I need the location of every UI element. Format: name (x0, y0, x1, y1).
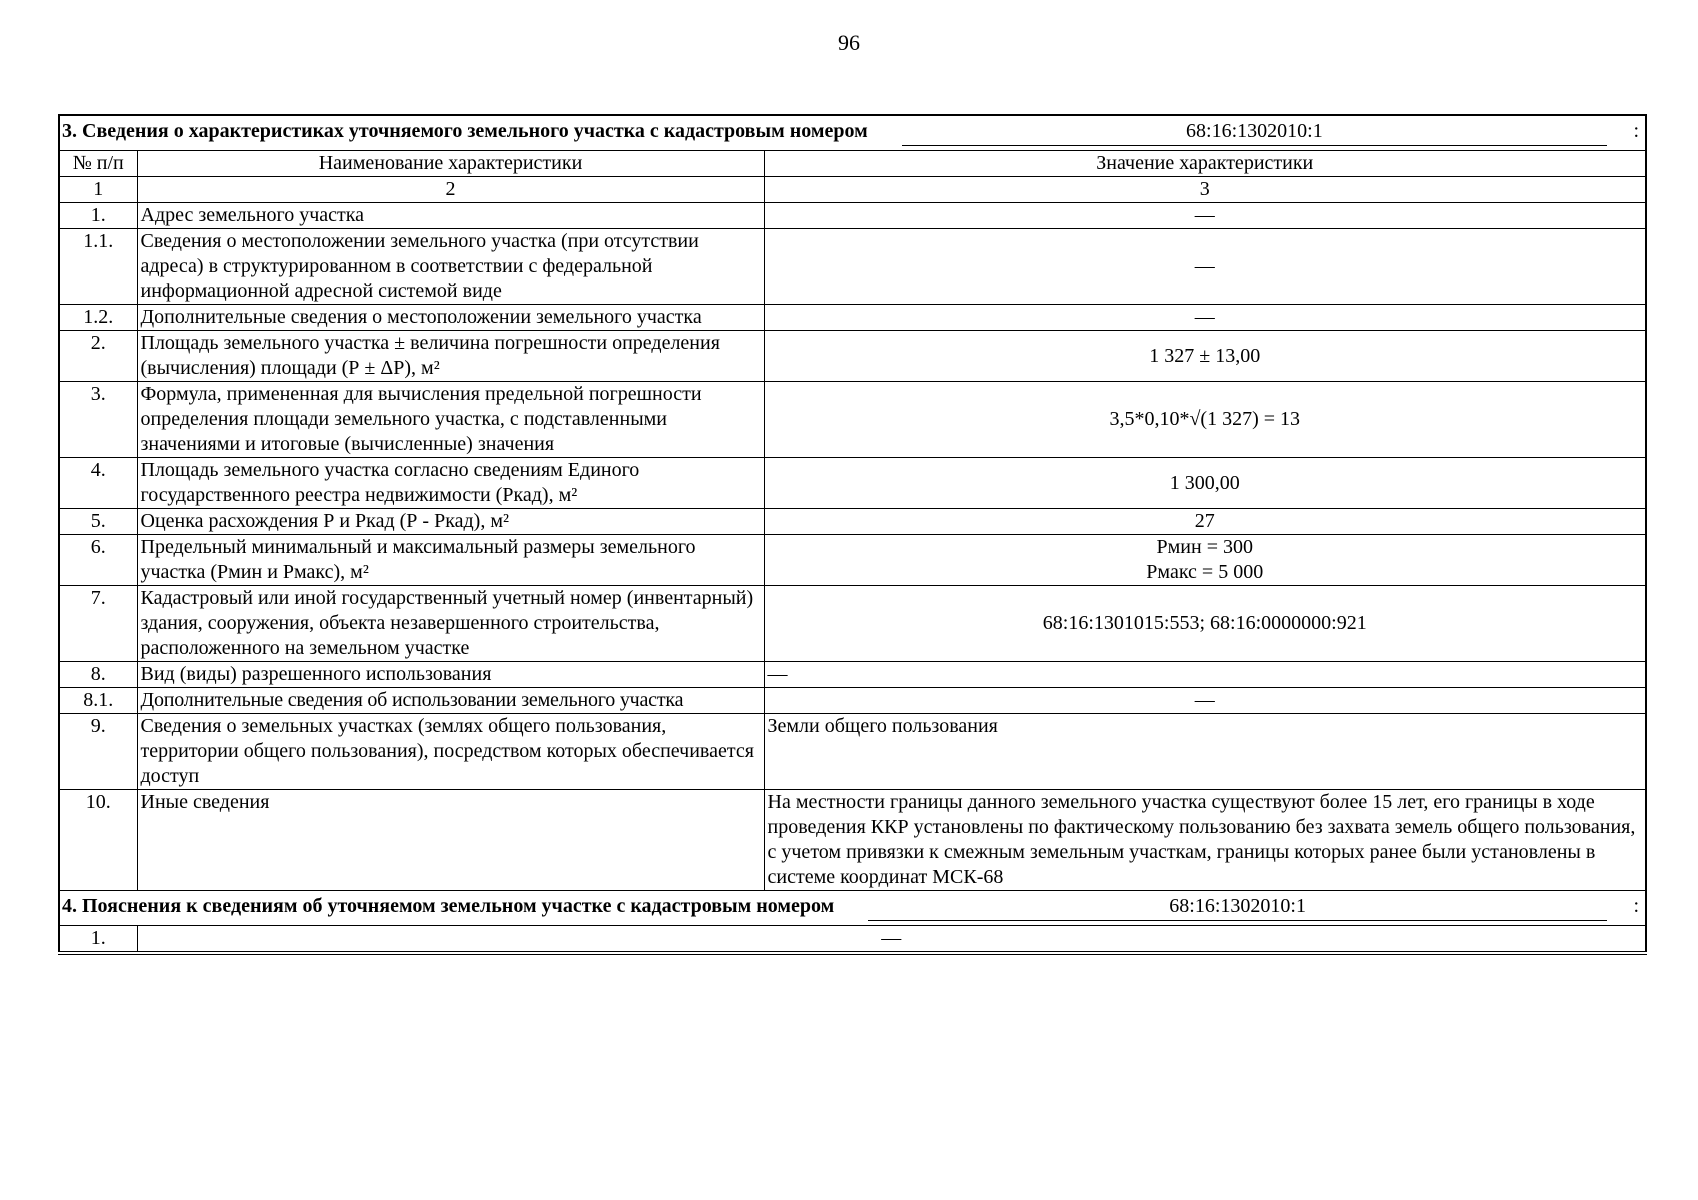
header-name: Наименование характеристики (137, 151, 764, 177)
row-name: Оценка расхождения Р и Ркад (Р - Ркад), м² (137, 509, 764, 535)
row-value: Земли общего пользования (764, 714, 1646, 790)
row-name: Дополнительные сведения об использовании земельного участка (137, 688, 764, 714)
row-num: 8. (59, 662, 137, 688)
row-name: Формула, примененная для вычисления предельной погрешности определения площади земельного участка, с подставленными значениями и итоговые (вычисленные) значения (137, 382, 764, 458)
header-value: Значение характеристики (764, 151, 1646, 177)
row-name: Сведения о местоположении земельного участка (при отсутствии адреса) в структурированном в соответствии с федеральной информационной адресной системой виде (137, 229, 764, 305)
row-num: 8.1. (59, 688, 137, 714)
column-number: 1 (59, 177, 137, 203)
row-name: Дополнительные сведения о местоположении земельного участка (137, 305, 764, 331)
row-num: 4. (59, 458, 137, 509)
row-num: 1.1. (59, 229, 137, 305)
section-4-header (59, 891, 1646, 926)
row-name: Площадь земельного участка ± величина погрешности определения (вычисления) площади (Р ± ΔР), м² (137, 331, 764, 382)
table-row (59, 203, 1646, 229)
row-value-max: Рмакс = 5 000 (1146, 561, 1264, 583)
table-header-row (59, 151, 1646, 177)
row-value: 68:16:1301015:553; 68:16:0000000:921 (764, 586, 1646, 662)
row-num: 2. (59, 331, 137, 382)
column-number-row (59, 177, 1646, 203)
column-number: 3 (764, 177, 1646, 203)
row-value: 1 300,00 (764, 458, 1646, 509)
row-name: Иные сведения (137, 790, 764, 891)
row-num: 6. (59, 535, 137, 586)
row-num: 3. (59, 382, 137, 458)
column-number: 2 (137, 177, 764, 203)
page-number: 96 (838, 30, 860, 55)
table-row (59, 662, 1646, 688)
row-num: 9. (59, 714, 137, 790)
row-num: 1. (59, 203, 137, 229)
table-row (59, 586, 1646, 662)
row-value: — (137, 926, 1646, 954)
row-value-min: Рмин = 300 (1156, 536, 1253, 558)
table-row (59, 382, 1646, 458)
section-3-title: 3. Сведения о характеристиках уточняемого земельного участка с кадастровым номером (62, 120, 868, 142)
row-value: На местности границы данного земельного участка существуют более 15 лет, его границы в ходе проведения ККР установлены по фактическому пользованию без захвата земель общего пользования, с учетом привязки к смежным земельным участкам, границы которых ранее были установлены в системе координат МСК-68 (764, 790, 1646, 891)
table-row (59, 229, 1646, 305)
table-row (59, 305, 1646, 331)
header-num: № п/п (59, 151, 137, 177)
table-row (59, 688, 1646, 714)
row-num: 10. (59, 790, 137, 891)
characteristics-table (58, 114, 1647, 955)
row-num: 7. (59, 586, 137, 662)
row-name: Адрес земельного участка (137, 203, 764, 229)
section-4-title: 4. Пояснения к сведениям об уточняемом земельном участке с кадастровым номером (62, 895, 835, 917)
row-name: Вид (виды) разрешенного использования (137, 662, 764, 688)
table-row (59, 509, 1646, 535)
row-value: — (764, 305, 1646, 331)
table-row (59, 790, 1646, 891)
row-value: 3,5*0,10*√(1 327) = 13 (764, 382, 1646, 458)
table-row (59, 458, 1646, 509)
table-row (59, 535, 1646, 586)
row-num: 5. (59, 509, 137, 535)
row-value (764, 535, 1646, 586)
row-value: — (764, 203, 1646, 229)
row-value: 27 (764, 509, 1646, 535)
row-name: Предельный минимальный и максимальный размеры земельного участка (Рмин и Рмакс), м² (137, 535, 764, 586)
row-value: — (764, 229, 1646, 305)
section-3-header (59, 115, 1646, 151)
row-name: Кадастровый или иной государственный учетный номер (инвентарный) здания, сооружения, объекта незавершенного строительства, расположенного на земельном участке (137, 586, 764, 662)
row-value: 1 327 ± 13,00 (764, 331, 1646, 382)
section-4-cadastral-number: 68:16:1302010:1 (868, 894, 1607, 921)
row-value: — (764, 662, 1646, 688)
section-4-colon: : (1633, 895, 1639, 917)
row-name: Площадь земельного участка согласно сведениям Единого государственного реестра недвижимости (Ркад), м² (137, 458, 764, 509)
row-name: Сведения о земельных участках (землях общего пользования, территории общего пользования), посредством которых обеспечивается доступ (137, 714, 764, 790)
table-row (59, 331, 1646, 382)
section-3-colon: : (1633, 120, 1639, 142)
row-num: 1. (59, 926, 137, 954)
table-row (59, 714, 1646, 790)
table-row (59, 926, 1646, 954)
section-3-cadastral-number: 68:16:1302010:1 (902, 119, 1607, 146)
row-num: 1.2. (59, 305, 137, 331)
row-value: — (764, 688, 1646, 714)
